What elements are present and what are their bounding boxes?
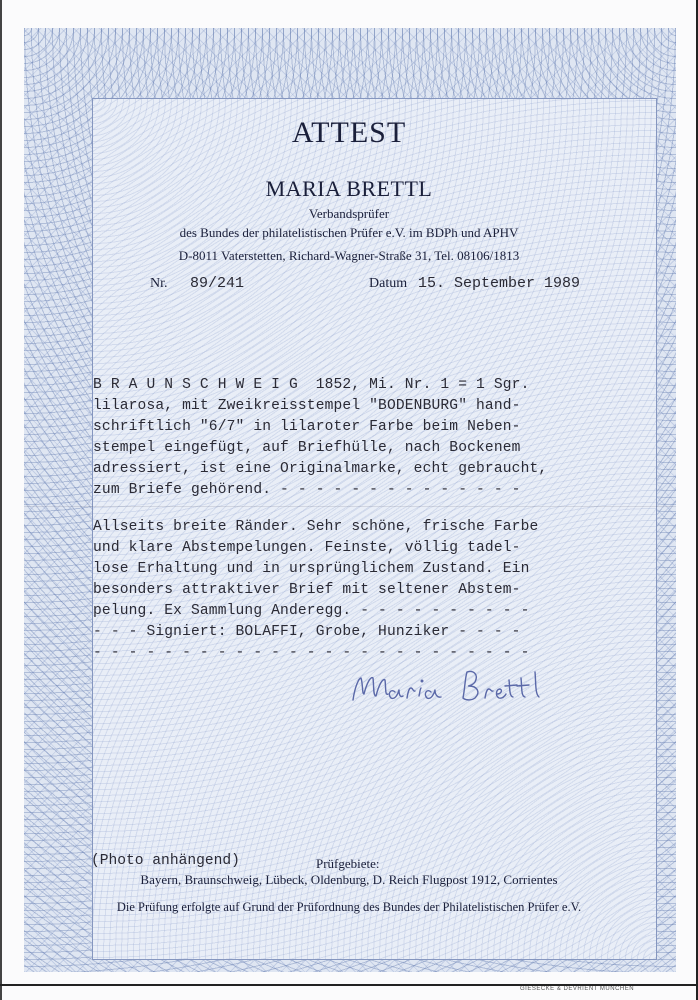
photo-note: (Photo anhängend) bbox=[91, 853, 240, 869]
bottom-edge bbox=[0, 984, 698, 986]
examiner-address: D-8011 Vaterstetten, Richard-Wagner-Straße 31, Tel. 08106/1813 bbox=[178, 248, 520, 263]
handwritten-signature bbox=[345, 664, 555, 714]
examination-areas-list: Bayern, Braunschweig, Lübeck, Oldenburg, D. Reich Flugpost 1912, Corrientes bbox=[140, 872, 558, 887]
body-line: und klare Abstempelungen. Feinste, völlig tadel- bbox=[93, 540, 521, 556]
body-line: zum Briefe gehörend. - - - - - - - - - - - - - - bbox=[93, 482, 521, 498]
body-line: besonders attraktiver Brief mit seltener Abstem- bbox=[93, 582, 521, 598]
body-line: - - - - - - - - - - - - - - - - - - - - - - - - - bbox=[93, 645, 530, 661]
date-label: Datum bbox=[369, 276, 408, 291]
examination-disclaimer: Die Prüfung erfolgte auf Grund der Prüfordnung des Bundes der Philatelistischen Prüfer e.V. bbox=[116, 900, 582, 914]
body-line: stempel eingefügt, auf Briefhülle, nach Bockenem bbox=[93, 440, 521, 456]
examination-areas-label: Prüfgebiete: bbox=[316, 856, 380, 871]
body-line: schriftlich "6/7" in lilaroter Farbe beim Neben- bbox=[93, 419, 521, 435]
printer-imprint: GIESECKE & DEVRIENT MÜNCHEN bbox=[520, 986, 635, 992]
body-line: lilarosa, mit Zweikreisstempel "BODENBURG" hand- bbox=[93, 398, 521, 414]
certificate-title: ATTEST bbox=[291, 116, 407, 149]
date-value: 15. September 1989 bbox=[418, 275, 581, 292]
left-edge bbox=[0, 0, 2, 1000]
examiner-role: Verbandsprüfer bbox=[308, 206, 390, 221]
number-value: 89/241 bbox=[190, 275, 245, 292]
examiner-name: MARIA BRETTL bbox=[265, 176, 433, 201]
fold-line bbox=[24, 506, 676, 507]
body-line: Allseits breite Ränder. Sehr schöne, frische Farbe bbox=[93, 519, 539, 535]
guilloche-border bbox=[24, 28, 676, 972]
body-line: - - - Signiert: BOLAFFI, Grobe, Hunziker - - - - bbox=[93, 624, 521, 640]
examiner-association: des Bundes der philatelistischen Prüfer e.V. im BDPh und APHV bbox=[179, 225, 519, 240]
body-line: adressiert, ist eine Originalmarke, echt gebraucht, bbox=[93, 461, 548, 477]
number-label: Nr. bbox=[150, 276, 168, 291]
body-line: lose Erhaltung und in ursprünglichem Zustand. Ein bbox=[93, 561, 530, 577]
body-line: pelung. Ex Sammlung Anderegg. - - - - - - - - - - bbox=[93, 603, 530, 619]
body-line: B R A U N S C H W E I G 1852, Mi. Nr. 1 = 1 Sgr. bbox=[93, 377, 530, 393]
